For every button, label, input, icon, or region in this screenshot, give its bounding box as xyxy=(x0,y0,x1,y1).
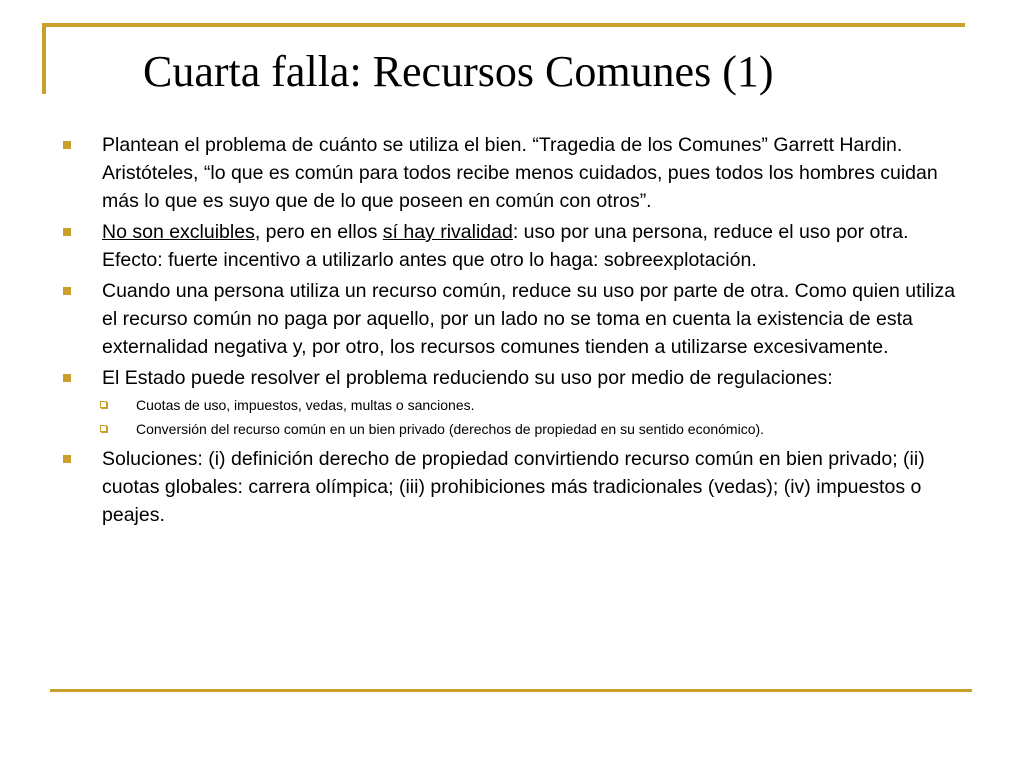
square-bullet-icon xyxy=(63,455,71,463)
bullet-item-overuse xyxy=(60,277,970,361)
bullet-list xyxy=(60,131,970,532)
sub-bullet-item-privatization xyxy=(60,419,970,439)
hollow-square-bullet-icon xyxy=(100,401,107,408)
top-divider xyxy=(44,23,965,27)
bullet-text: Cuando una persona utiliza un recurso común, reduce su uso por parte de otra. Como quien utiliza el recurso común no paga por aquello, por un lado no se toma en cuenta la existencia de esta externalidad negativa y, por otro, los recursos comunes tienden a utilizarse excesivamente. xyxy=(102,280,956,358)
left-divider xyxy=(42,23,46,94)
square-bullet-icon xyxy=(63,228,71,236)
bullet-text: , pero en ellos xyxy=(254,221,383,243)
hollow-square-bullet-icon xyxy=(100,425,107,432)
square-bullet-icon xyxy=(63,141,71,149)
bullet-text: El Estado puede resolver el problema reduciendo su uso por medio de regulaciones: xyxy=(102,367,833,389)
slide-title: Cuarta falla: Recursos Comunes (1) xyxy=(143,47,774,96)
bullet-item-rivalry xyxy=(60,218,970,274)
underlined-term-rivalry: sí hay rivalidad xyxy=(382,221,513,243)
bullet-text: Soluciones: (i) definición derecho de propiedad convirtiendo recurso común en bien privado; (ii) cuotas globales: carrera olímpica; (iii) prohibiciones más tradicionales (vedas); (iv) impuestos o peajes. xyxy=(102,448,925,526)
bullet-item-state-regulation xyxy=(60,364,970,392)
bottom-divider xyxy=(50,689,972,692)
square-bullet-icon xyxy=(63,374,71,382)
square-bullet-icon xyxy=(63,287,71,295)
sub-bullet-text: Conversión del recurso común en un bien privado (derechos de propiedad en su sentido económico). xyxy=(136,421,765,437)
bullet-item-tragedy xyxy=(60,131,970,215)
bullet-text: Plantean el problema de cuánto se utiliza el bien. “Tragedia de los Comunes” Garrett Hardin. Aristóteles, “lo que es común para todos recibe menos cuidados, pues todos los hombres cuidan más lo que es suyo que de lo que poseen en común con otros”. xyxy=(102,134,938,212)
bullet-text: : uso por una persona, reduce el uso por otra. Efecto: fuerte incentivo a utilizarlo antes que otro lo haga: sobreexplotación. xyxy=(102,221,909,271)
underlined-term-not-excludable: No son excluibles xyxy=(102,221,255,243)
sub-bullet-text: Cuotas de uso, impuestos, vedas, multas o sanciones. xyxy=(136,397,475,413)
sub-bullet-item-quotas xyxy=(60,395,970,415)
bullet-item-solutions xyxy=(60,445,970,529)
